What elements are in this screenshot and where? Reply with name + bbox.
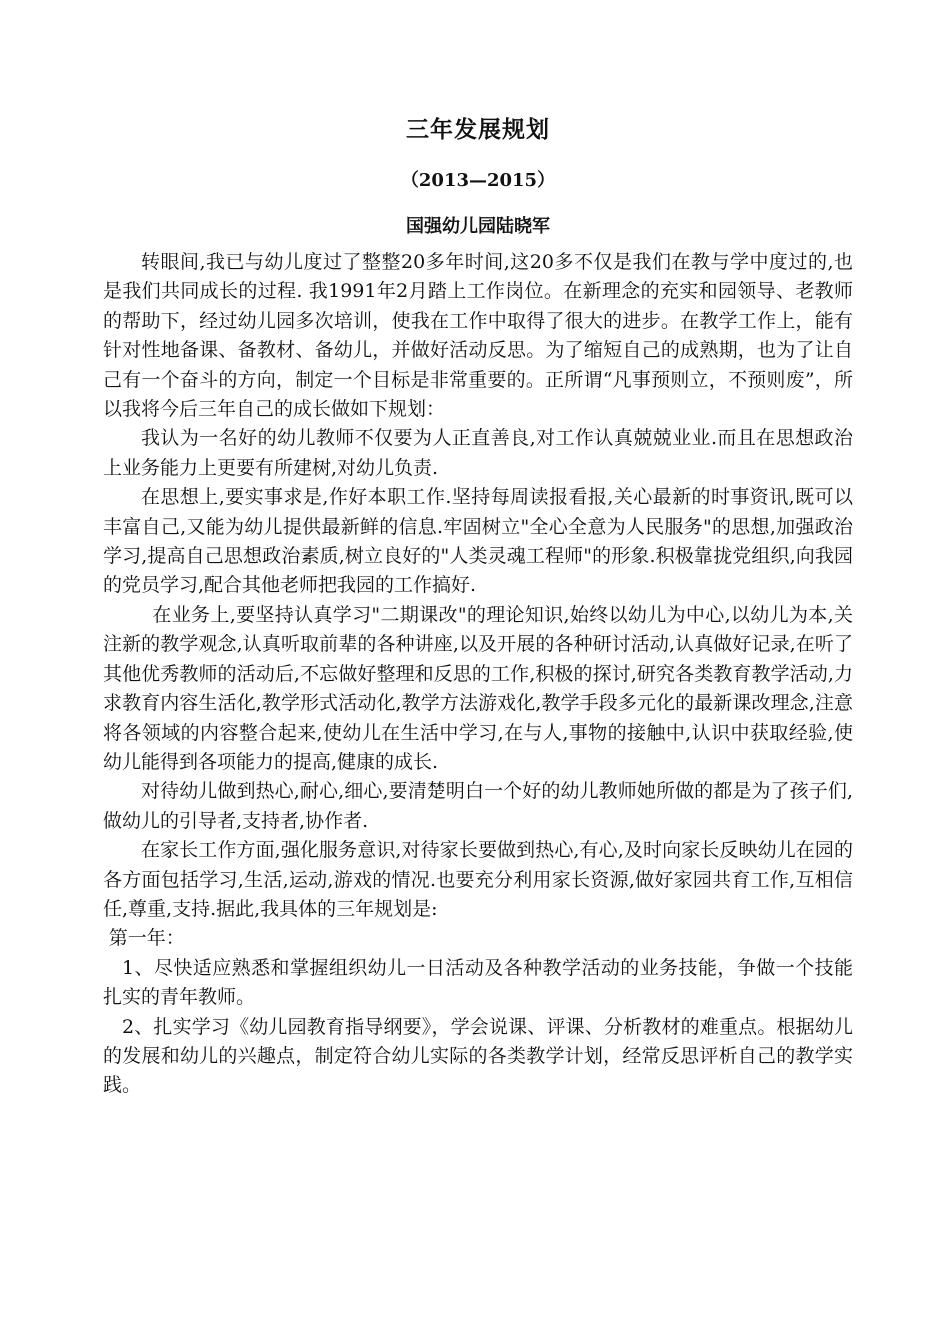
document-author: 国强幼儿园陆晓军 [406,216,550,237]
paragraph-professional: 在业务上,要坚持认真学习"二期课改"的理论知识,始终以幼儿为中心,以幼儿为本,关注新的教学观念,认真听取前辈的各种讲座,以及开展的各种研讨活动,认真做好记录,在听了其他优秀教师的活动后,不忘做好整理和反思的工作,积极的探讨,研究各类教育教学活动,力求教育内容生活化,教学形式活动化,教学方法游戏化,教学手段多元化的最新课改理念,注意将各领域的内容整合起来,使幼儿在生活中学习,在与人,事物的接触中,认识中获取经验,使幼儿能得到各项能力的提高,健康的成长. [103,603,853,773]
document-body [103,112,853,1101]
section-heading-first-year: 第一年： [108,927,185,950]
list-item-2: 2、扎实学习《幼儿园教育指导纲要》，学会说课、评课、分析教材的难重点。根据幼儿的发展和幼儿的兴趣点，制定符合幼儿实际的各类教学计划，经常反思评析自己的教学实践。 [103,1015,853,1097]
paragraph-children: 对待幼儿做到热心,耐心,细心,要清楚明白一个好的幼儿教师她所做的都是为了孩子们,做幼儿的引导者,支持者,协作者. [103,780,853,832]
document-title: 三年发展规划 [406,117,550,143]
list-item-1: 1、尽快适应熟悉和掌握组织幼儿一日活动及各种教学活动的业务技能，争做一个技能扎实的青年教师。 [103,956,853,1009]
paragraph-ideology: 在思想上,要实事求是,作好本职工作.坚持每周读报看报,关心最新的时事资讯,既可以丰富自己,又能为幼儿提供最新鲜的信息.牢固树立"全心全意为人民服务"的思想,加强政治学习,提高自己思想政治素质,树立良好的"人类灵魂工程师"的形象.积极靠拢党组织,向我园的党员学习,配合其他老师把我园的工作搞好. [103,486,853,597]
document-years: （2013—2015） [400,170,556,191]
paragraph-intro: 转眼间,我已与幼儿度过了整整20多年时间,这20多不仅是我们在教与学中度过的,也是我们共同成长的过程. 我1991年2月踏上工作岗位。在新理念的充实和园领导、老教师的帮助下，经过幼儿园多次培训，使我在工作中取得了很大的进步。在教学工作上，能有针对性地备课、备教材、备幼儿，并做好活动反思。为了缩短自己的成熟期，也为了让自己有一个奋斗的方向，制定一个目标是非常重要的。正所谓“凡事预则立，不预则废”，所以我将今后三年自己的成长做如下规划： [103,251,853,421]
paragraph-teacher-ideal: 我认为一名好的幼儿教师不仅要为人正直善良,对工作认真兢兢业业.而且在思想政治上业务能力上更要有所建树,对幼儿负责. [103,427,853,479]
paragraph-parents: 在家长工作方面,强化服务意识,对待家长要做到热心,有心,及时向家长反映幼儿在园的各方面包括学习,生活,运动,游戏的情况.也要充分利用家长资源,做好家园共育工作,互相信任,尊重,支持.据此,我具体的三年规划是: [103,839,853,920]
